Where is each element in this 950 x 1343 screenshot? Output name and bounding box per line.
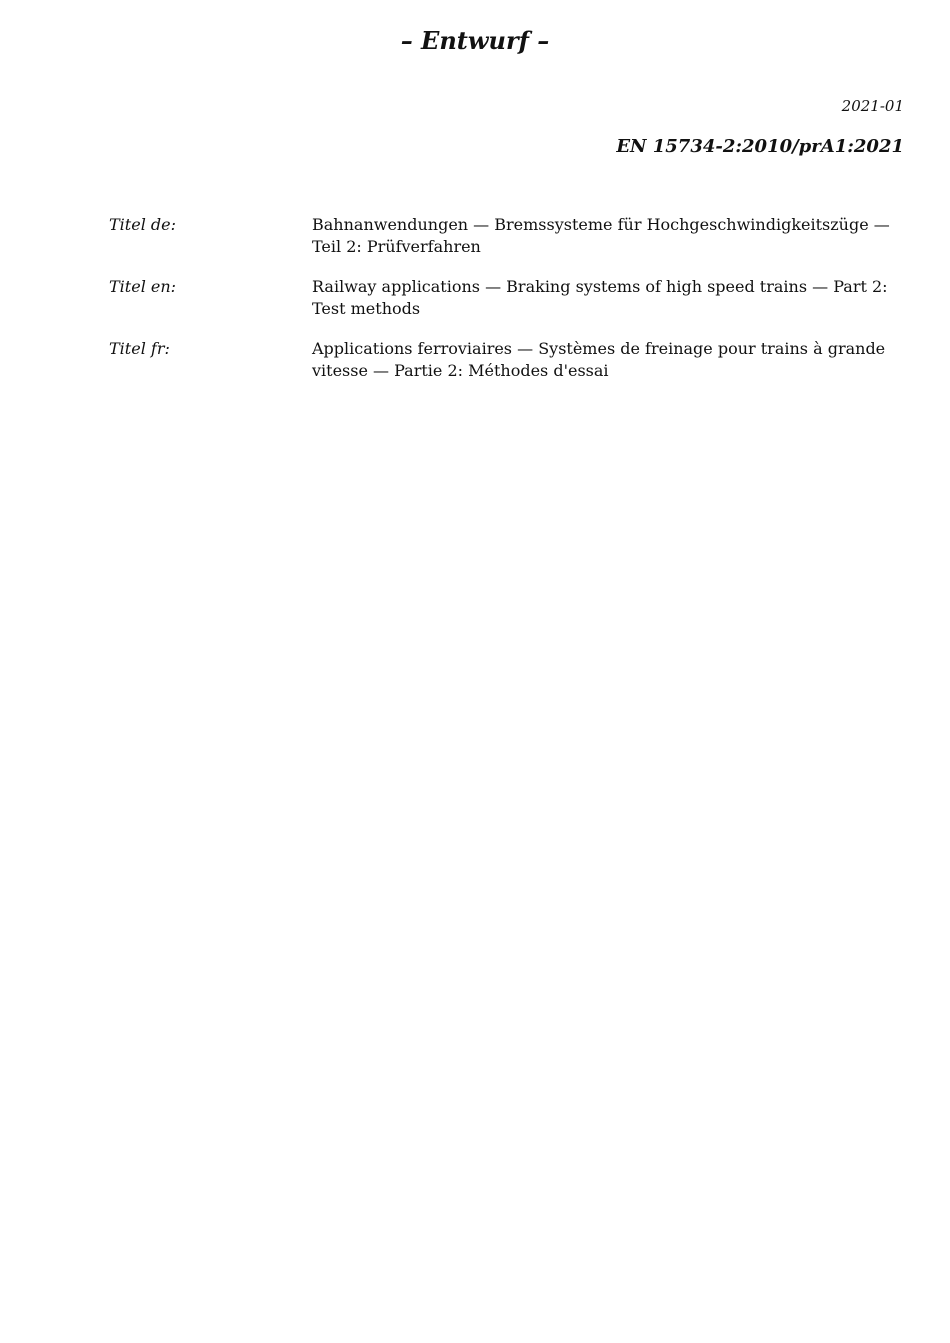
title-row-de bbox=[109, 214, 904, 258]
title-text-en: Railway applications — Braking systems of high speed trains — Part 2: Test methods bbox=[312, 277, 888, 318]
title-label-en: Titel en: bbox=[109, 277, 177, 296]
title-text-de: Bahnanwendungen — Bremssysteme für Hochgeschwindigkeitszüge — Teil 2: Prüfverfahren bbox=[312, 215, 890, 256]
title-text-fr: Applications ferroviaires — Systèmes de freinage pour trains à grande vitesse — Partie 2: Méthodes d'essai bbox=[312, 339, 886, 380]
document-date: 2021-01 bbox=[841, 97, 904, 115]
document-number: EN 15734-2:2010/prA1:2021 bbox=[616, 136, 904, 157]
draft-mark: – Entwurf – bbox=[400, 26, 550, 55]
title-row-fr bbox=[109, 338, 904, 382]
title-label-fr: Titel fr: bbox=[109, 339, 170, 358]
title-table bbox=[109, 214, 904, 400]
title-row-en bbox=[109, 276, 904, 320]
title-label-de: Titel de: bbox=[109, 215, 176, 234]
